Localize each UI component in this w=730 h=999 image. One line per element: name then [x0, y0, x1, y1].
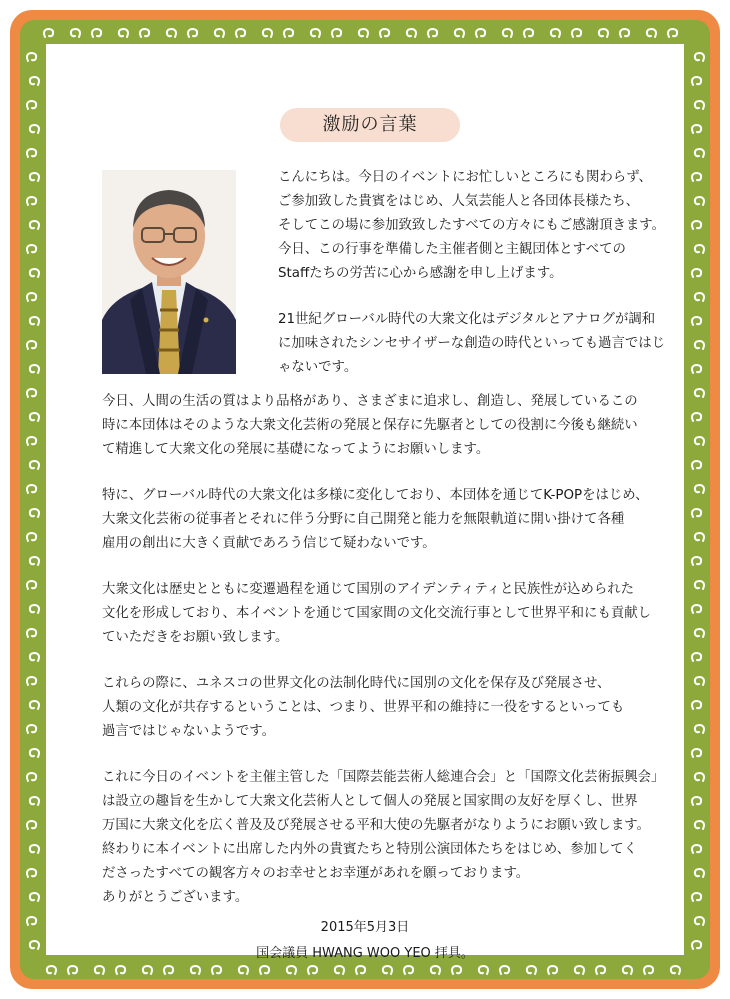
- intro-line: ゃないです。: [278, 360, 358, 375]
- ornament-swirl: [30, 653, 39, 661]
- body-line: [102, 556, 664, 578]
- body-line: 今日、人間の生活の質はより品格があり、さまざまに追求し、創造し、発展しているこの: [102, 394, 638, 409]
- ornament-swirl: [695, 725, 704, 733]
- ornament-swirl: [27, 917, 36, 925]
- ornament-swirl: [30, 269, 39, 277]
- ornament-swirl: [620, 29, 629, 37]
- ornament-swirl: [692, 317, 701, 325]
- page-title: 激励の言葉: [280, 108, 460, 142]
- ornament-swirl: [407, 29, 416, 37]
- ornament-swirl: [692, 77, 701, 85]
- body-line: 文化を形成しており、本イベントを通じて国家間の文化交流行事として世界平和にも貢献し: [102, 606, 652, 621]
- ornament-swirl: [647, 29, 656, 37]
- ornament-swirl: [503, 29, 512, 37]
- ornament-swirl: [30, 557, 39, 565]
- intro-line: [278, 286, 665, 308]
- ornament-swirl: [27, 245, 36, 253]
- body-line: 時に本団体はそのような大衆文化芸術の発展と保存に先駆者としての役割に今後も継続い: [102, 418, 638, 433]
- ornament-swirl: [695, 341, 704, 349]
- ornament-swirl: [548, 966, 557, 974]
- inner-frame: [20, 20, 710, 979]
- ornament-swirl: [30, 797, 39, 805]
- body-line: これに今日のイベントを主催主管した「国際芸能芸術人総連合会」と「国際文化芸術振興会」: [102, 770, 665, 785]
- ornament-swirl: [695, 821, 704, 829]
- ornament-swirl: [644, 966, 653, 974]
- ornament-swirl: [695, 869, 704, 877]
- ornament-swirl: [596, 966, 605, 974]
- ornament-swirl: [30, 317, 39, 325]
- body-line: 大衆文化芸術の従事者とそれに伴う分野に自己開発と能力を無限軌道に開い掛けて各種: [102, 512, 625, 527]
- intro-line: そしてこの場に参加致致したすべての方々にもご感謝頂きます。: [278, 218, 665, 233]
- body-line: [102, 744, 664, 766]
- ornament-swirl: [30, 461, 39, 469]
- ornament-swirl: [27, 101, 36, 109]
- ornament-swirl: [30, 77, 39, 85]
- intro-line: Staffたちの労苦に心から感謝を申し上げます。: [278, 266, 563, 281]
- body-line: [102, 462, 664, 484]
- ornament-swirl: [695, 533, 704, 541]
- body-text: [102, 390, 664, 910]
- ornament-swirl: [215, 29, 224, 37]
- body-line: 人類の文化が共存するということは、つまり、世界平和の維持に一役をするといっても: [102, 700, 625, 715]
- portrait-illustration: [102, 170, 236, 374]
- ornament-swirl: [68, 966, 77, 974]
- ornament-swirl: [27, 485, 36, 493]
- ornament-swirl: [692, 605, 701, 613]
- intro-text: [278, 166, 665, 380]
- ornament-swirl: [30, 893, 39, 901]
- ornament-swirl: [119, 29, 128, 37]
- ornament-swirl: [695, 485, 704, 493]
- ornament-swirl: [27, 629, 36, 637]
- ornament-swirl: [695, 149, 704, 157]
- ornament-swirl: [692, 221, 701, 229]
- body-line: ありがとうございます。: [102, 890, 249, 905]
- ornament-swirl: [27, 677, 36, 685]
- ornament-swirl: [260, 966, 269, 974]
- ornament-swirl: [380, 29, 389, 37]
- letter-date: 2015年5月3日: [320, 920, 410, 935]
- ornament-swirl: [695, 629, 704, 637]
- ornament-swirl: [236, 29, 245, 37]
- body-line: て精進して大衆文化の発展に基礎になってようにお願いします。: [102, 442, 490, 457]
- ornament-swirl: [167, 29, 176, 37]
- ornament-swirl: [30, 701, 39, 709]
- ornament-swirl: [695, 245, 704, 253]
- ornament-swirl: [140, 29, 149, 37]
- body-line: 特に、グローバル時代の大衆文化は多様に変化しており、本団体を通じてK-POPをはじめ、: [102, 488, 649, 503]
- ornament-swirl: [692, 173, 701, 181]
- body-line: 雇用の創出に大きく貢献であろう信じて疑わないです。: [102, 536, 436, 551]
- ornament-swirl: [431, 966, 440, 974]
- ornament-swirl: [30, 365, 39, 373]
- ornament-swirl: [27, 869, 36, 877]
- intro-line: 21世紀グローバル時代の大衆文化はデジタルとアナログが調和: [278, 312, 656, 327]
- body-line: これらの際に、ユネスコの世界文化の法制化時代に国別の文化を保存及び発展させ、: [102, 676, 611, 691]
- ornament-swirl: [695, 677, 704, 685]
- ornament-swirl: [308, 966, 317, 974]
- ornament-swirl: [695, 773, 704, 781]
- body-line: 過言ではじゃないようです。: [102, 724, 276, 739]
- ornament-swirl: [27, 389, 36, 397]
- intro-line: こんにちは。今日のイベントにお忙しいところにも関わらず、: [278, 170, 652, 185]
- ornament-swirl: [30, 749, 39, 757]
- ornament-swirl: [27, 437, 36, 445]
- ornament-swirl: [695, 293, 704, 301]
- ornament-swirl: [455, 29, 464, 37]
- ornament-swirl: [695, 581, 704, 589]
- ornament-swirl: [479, 966, 488, 974]
- ornament-swirl: [188, 29, 197, 37]
- ornament-swirl: [695, 917, 704, 925]
- ornament-swirl: [212, 966, 221, 974]
- ornament-swirl: [287, 966, 296, 974]
- ornament-swirl: [692, 653, 701, 661]
- ornament-swirl: [551, 29, 560, 37]
- intro-line: に加味されたシンセサイザーな創造の時代といっても過言ではじ: [278, 336, 666, 351]
- letter-signature: 国会議員 HWANG WOO YEO 拝具。: [256, 946, 474, 961]
- ornament-swirl: [44, 29, 53, 37]
- ornament-swirl: [572, 29, 581, 37]
- ornament-swirl: [692, 125, 701, 133]
- ornament-swirl: [143, 966, 152, 974]
- ornament-swirl: [30, 221, 39, 229]
- letter-paper: [46, 44, 684, 961]
- intro-line: 今日、この行事を準備した主催者側と主観団体とすべての: [278, 242, 626, 257]
- ornament-swirl: [27, 725, 36, 733]
- ornament-swirl: [332, 29, 341, 37]
- body-line: 大衆文化は歴史とともに変遷過程を通じて国別のアイデンティティと民族性が込められた: [102, 582, 635, 597]
- ornament-swirl: [623, 966, 632, 974]
- ornament-swirl: [27, 533, 36, 541]
- ornament-swirl: [191, 966, 200, 974]
- ornament-swirl: [692, 269, 701, 277]
- ornament-swirl: [695, 197, 704, 205]
- ornament-swirl: [500, 966, 509, 974]
- ornament-swirl: [695, 389, 704, 397]
- ornament-swirl: [476, 29, 485, 37]
- ornament-swirl: [695, 101, 704, 109]
- portrait-photo: [102, 170, 236, 374]
- ornament-swirl: [692, 461, 701, 469]
- ornament-swirl: [27, 197, 36, 205]
- body-line: は設立の趣旨を生かして大衆文化芸術人として個人の発展と国家間の友好を厚くし、世界: [102, 794, 638, 809]
- ornament-swirl: [27, 821, 36, 829]
- ornament-swirl: [692, 941, 701, 949]
- ornament-swirl: [524, 29, 533, 37]
- ornament-swirl: [30, 173, 39, 181]
- ornament-swirl: [692, 557, 701, 565]
- ornament-swirl: [527, 966, 536, 974]
- body-line: ていただきをお願い致します。: [102, 630, 289, 645]
- ornament-swirl: [359, 29, 368, 37]
- ornament-swirl: [575, 966, 584, 974]
- ornament-swirl: [383, 966, 392, 974]
- ornament-swirl: [30, 413, 39, 421]
- ornament-swirl: [263, 29, 272, 37]
- ornament-swirl: [30, 605, 39, 613]
- ornament-swirl: [27, 773, 36, 781]
- ornament-swirl: [30, 509, 39, 517]
- ornament-swirl: [695, 53, 704, 61]
- ornament-swirl: [47, 966, 56, 974]
- ornament-swirl: [404, 966, 413, 974]
- ornament-swirl: [164, 966, 173, 974]
- ornament-swirl: [27, 581, 36, 589]
- ornament-swirl: [92, 29, 101, 37]
- ornament-swirl: [116, 966, 125, 974]
- ornament-swirl: [692, 749, 701, 757]
- ornament-swirl: [30, 941, 39, 949]
- ornament-swirl: [695, 437, 704, 445]
- body-line: ださったすべての観客方々のお幸せとお幸運があれを願っております。: [102, 866, 530, 881]
- intro-line: ご参加致した貴賓をはじめ、人気芸能人と各団体長様たち、: [278, 194, 640, 209]
- ornament-swirl: [692, 365, 701, 373]
- ornament-swirl: [671, 966, 680, 974]
- body-line: [102, 650, 664, 672]
- outer-frame: [10, 10, 720, 989]
- ornament-swirl: [599, 29, 608, 37]
- ornament-swirl: [428, 29, 437, 37]
- ornament-swirl: [692, 413, 701, 421]
- ornament-swirl: [692, 845, 701, 853]
- ornament-swirl: [692, 701, 701, 709]
- ornament-swirl: [692, 893, 701, 901]
- ornament-swirl: [335, 966, 344, 974]
- ornament-swirl: [30, 845, 39, 853]
- ornament-swirl: [27, 341, 36, 349]
- ornament-swirl: [239, 966, 248, 974]
- ornament-swirl: [692, 509, 701, 517]
- ornament-swirl: [95, 966, 104, 974]
- ornament-swirl: [284, 29, 293, 37]
- ornament-swirl: [356, 966, 365, 974]
- ornament-swirl: [692, 797, 701, 805]
- ornament-swirl: [30, 125, 39, 133]
- body-line: 終わりに本イベントに出席した内外の貴賓たちと特別公演団体たちをはじめ、参加してく: [102, 842, 638, 857]
- body-line: 万国に大衆文化を広く普及及び発展させる平和大使の先駆者がなりようにお願い致します。: [102, 818, 650, 833]
- ornament-swirl: [27, 149, 36, 157]
- ornament-swirl: [452, 966, 461, 974]
- ornament-swirl: [71, 29, 80, 37]
- ornament-swirl: [668, 29, 677, 37]
- ornament-swirl: [27, 53, 36, 61]
- ornament-swirl: [27, 293, 36, 301]
- ornament-swirl: [311, 29, 320, 37]
